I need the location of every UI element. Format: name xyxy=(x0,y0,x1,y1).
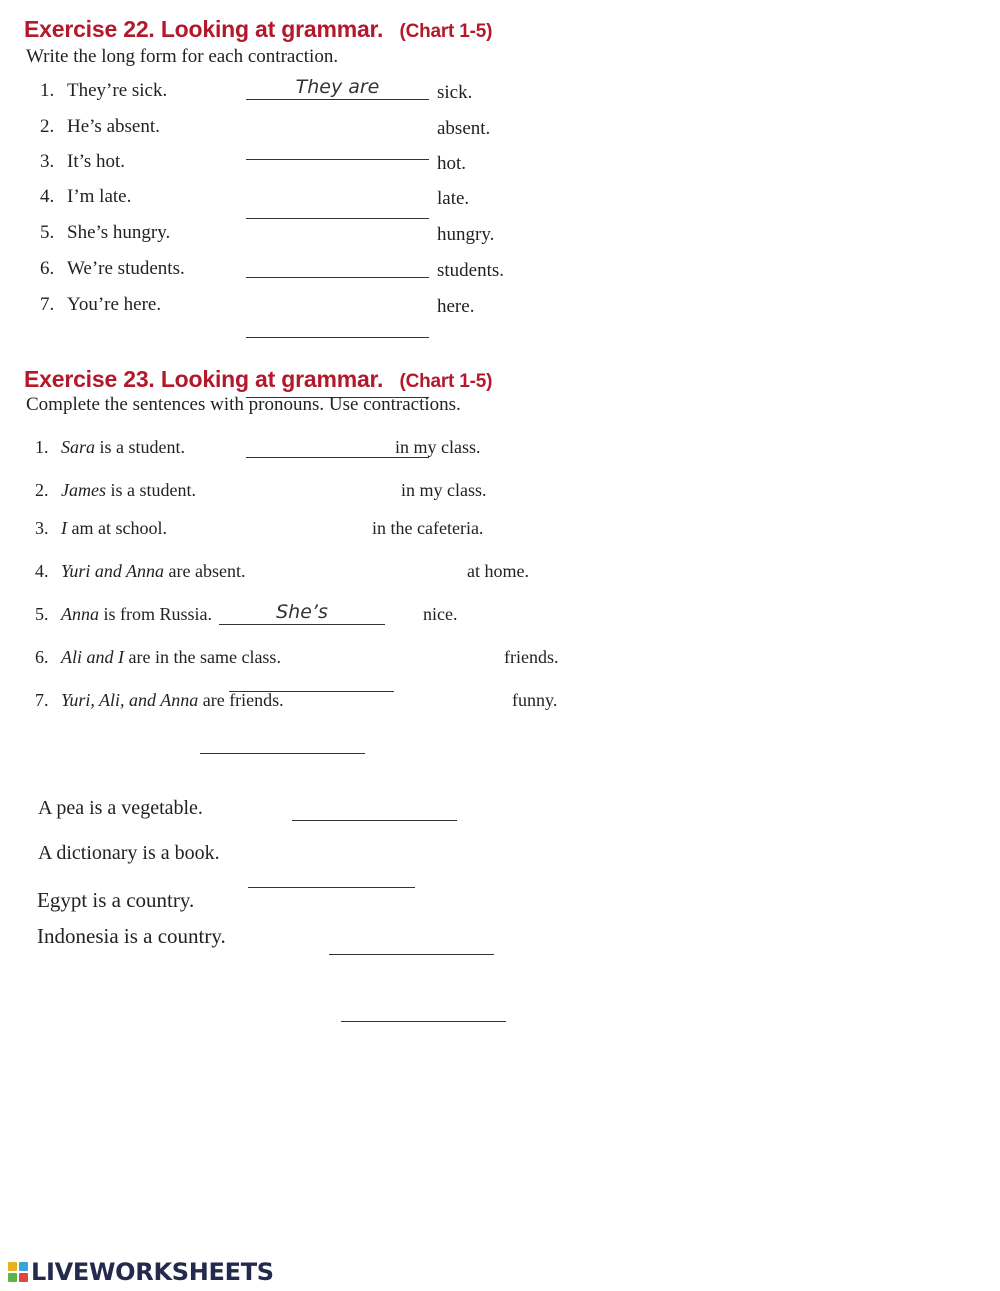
sentence-rest: are friends. xyxy=(198,690,284,710)
fact-line-4: Indonesia is a country. xyxy=(37,924,226,948)
item-number: 2. xyxy=(40,116,55,137)
sentence-subject: Yuri, Ali, and Anna xyxy=(61,690,199,710)
contraction-text: We’re students. xyxy=(67,258,185,279)
item-number: 5. xyxy=(35,604,49,624)
sentence-lead xyxy=(61,604,212,625)
sentence-rest: is a student. xyxy=(95,437,186,457)
contraction-text: I’m late. xyxy=(67,186,132,207)
sentence-tail: hot. xyxy=(437,153,467,174)
answer-blank[interactable] xyxy=(246,141,429,160)
logo-square-3 xyxy=(8,1273,17,1282)
sentence-rest: is from Russia. xyxy=(99,604,213,624)
contraction-text: It’s hot. xyxy=(67,151,126,172)
answer-blank[interactable] xyxy=(329,936,494,955)
sentence-tail: in the cafeteria. xyxy=(372,518,484,538)
logo-square-1 xyxy=(8,1262,17,1271)
item-number: 1. xyxy=(40,80,55,101)
exercise-23-chart-ref: (Chart 1-5) xyxy=(399,371,493,392)
sentence-tail: funny. xyxy=(512,690,558,710)
exercise-23-title: Exercise 23. xyxy=(24,366,155,392)
exercise-22-subtitle: Looking at grammar. xyxy=(160,16,384,42)
sentence-tail: in my class. xyxy=(395,437,481,457)
answer-blank[interactable] xyxy=(246,259,429,278)
sentence-tail: friends. xyxy=(504,647,559,667)
sentence-lead xyxy=(61,561,246,582)
contraction-text: They’re sick. xyxy=(67,80,168,101)
sentence-tail: students. xyxy=(437,260,505,281)
handwritten-answer: She’s xyxy=(276,601,328,623)
item-number: 2. xyxy=(35,480,49,500)
logo-mark-icon xyxy=(8,1262,28,1282)
sentence-subject: Anna xyxy=(61,604,99,624)
sentence-tail: late. xyxy=(437,188,470,209)
sentence-rest: are absent. xyxy=(164,561,246,581)
logo-text: LIVEWORKSHEETS xyxy=(31,1258,274,1286)
item-number: 4. xyxy=(40,186,55,207)
item-number: 1. xyxy=(35,437,49,457)
sentence-subject: James xyxy=(61,480,106,500)
sentence-rest: are in the same class. xyxy=(124,647,281,667)
item-number: 6. xyxy=(40,258,55,279)
sentence-lead xyxy=(61,690,284,711)
item-number: 7. xyxy=(35,690,49,710)
exercise-23-instruction: Complete the sentences with pronouns. Use contractions. xyxy=(26,394,461,415)
answer-blank[interactable] xyxy=(246,200,429,219)
sentence-subject: I xyxy=(61,518,67,538)
exercise-22-heading xyxy=(24,16,492,43)
answer-blank[interactable] xyxy=(219,601,385,625)
sentence-tail: sick. xyxy=(437,82,473,103)
fact-line-2: A dictionary is a book. xyxy=(38,842,220,864)
item-number: 5. xyxy=(40,222,55,243)
sentence-tail: hungry. xyxy=(437,224,495,245)
item-number: 4. xyxy=(35,561,49,581)
sentence-tail: nice. xyxy=(423,604,458,624)
sentence-lead xyxy=(61,480,196,501)
item-number: 3. xyxy=(40,151,55,172)
sentence-tail: at home. xyxy=(467,561,529,581)
sentence-lead xyxy=(61,437,185,458)
item-number: 3. xyxy=(35,518,49,538)
exercise-22-instruction: Write the long form for each contraction. xyxy=(26,46,339,67)
contraction-text: He’s absent. xyxy=(67,116,160,137)
sentence-subject: Yuri and Anna xyxy=(61,561,165,581)
sentence-subject: Ali and I xyxy=(61,647,124,667)
sentence-lead xyxy=(61,518,167,539)
sentence-rest: am at school. xyxy=(67,518,167,538)
exercise-23-subtitle: Looking at grammar. xyxy=(160,366,384,392)
exercise-22-chart-ref: (Chart 1-5) xyxy=(399,21,493,42)
sentence-lead xyxy=(61,647,281,668)
fact-line-3: Egypt is a country. xyxy=(37,888,195,912)
answer-blank[interactable] xyxy=(200,735,365,754)
answer-blank[interactable] xyxy=(292,802,457,821)
item-number: 6. xyxy=(35,647,49,667)
item-number: 7. xyxy=(40,294,55,315)
exercise-23-heading xyxy=(24,366,492,393)
fact-line-1: A pea is a vegetable. xyxy=(38,797,203,819)
contraction-text: You’re here. xyxy=(67,294,162,315)
sentence-tail: absent. xyxy=(437,118,491,139)
answer-blank[interactable] xyxy=(248,869,415,888)
liveworksheets-logo[interactable] xyxy=(8,1258,274,1286)
answer-blank[interactable] xyxy=(246,76,429,100)
logo-square-4 xyxy=(19,1273,28,1282)
handwritten-answer: They are xyxy=(295,76,380,98)
answer-blank[interactable] xyxy=(246,319,429,338)
contraction-text: She’s hungry. xyxy=(67,222,171,243)
logo-square-2 xyxy=(19,1262,28,1271)
answer-blank[interactable] xyxy=(341,1003,506,1022)
sentence-subject: Sara xyxy=(61,437,96,457)
sentence-tail: here. xyxy=(437,296,475,317)
sentence-rest: is a student. xyxy=(105,480,196,500)
exercise-22-title: Exercise 22. xyxy=(24,16,155,42)
sentence-tail: in my class. xyxy=(401,480,487,500)
